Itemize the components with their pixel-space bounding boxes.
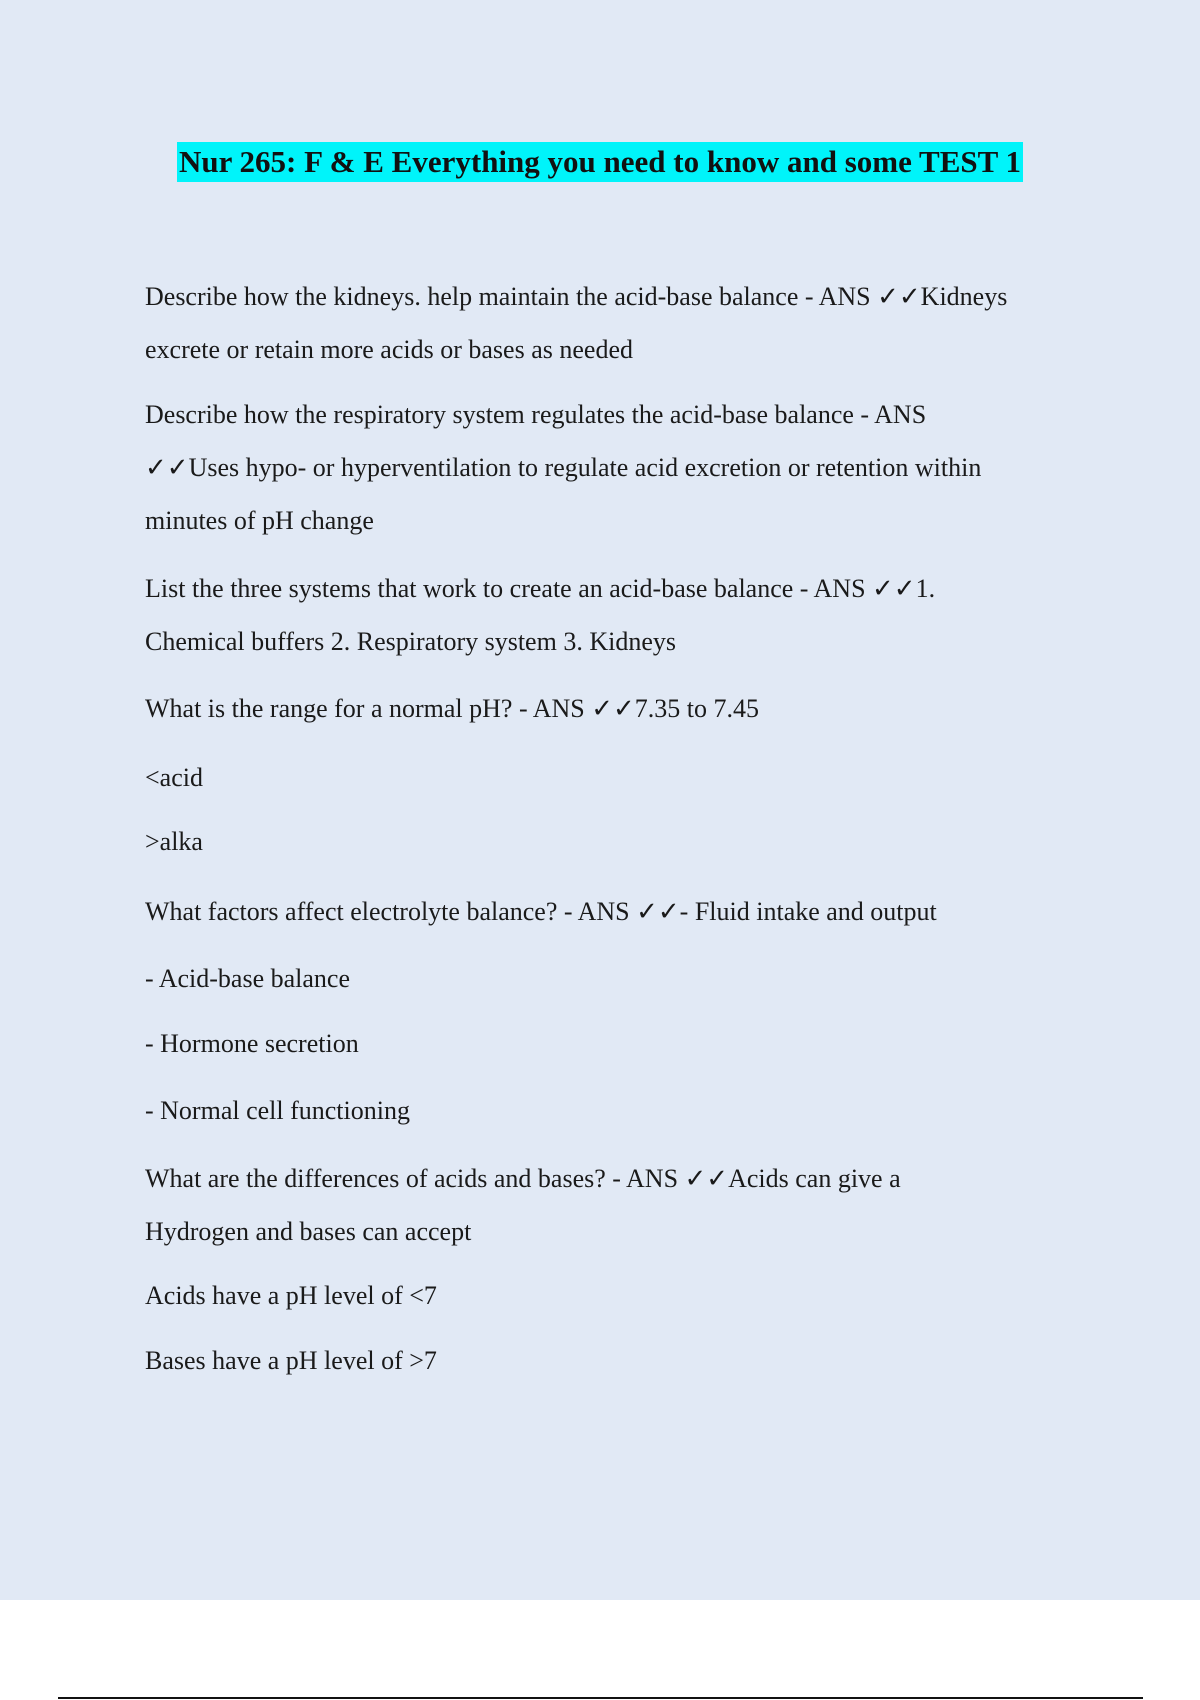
note-acid	[145, 751, 1105, 804]
qa-block-ph-range	[145, 682, 1105, 735]
note-acids-ph	[145, 1269, 1105, 1322]
qa-block-acids-bases	[145, 1152, 1105, 1258]
note-bases-ph	[145, 1334, 1105, 1387]
text-line: Acids have a pH level of <7	[145, 1281, 437, 1310]
text-line: What are the differences of acids and bases? - ANS ✓✓Acids can give a	[145, 1164, 901, 1193]
document-title: Nur 265: F & E Everything you need to know and some TEST 1	[177, 142, 1023, 182]
text-line: >alka	[145, 827, 203, 856]
qa-block-three-systems	[145, 562, 1105, 668]
text-line: Describe how the kidneys. help maintain the acid-base balance - ANS ✓✓Kidneys	[145, 282, 1008, 311]
factor-hormone	[145, 1017, 1105, 1070]
text-line: minutes of pH change	[145, 506, 374, 535]
text-line: - Normal cell functioning	[145, 1096, 410, 1125]
text-line: <acid	[145, 763, 203, 792]
text-line: excrete or retain more acids or bases as needed	[145, 335, 633, 364]
text-line: What factors affect electrolyte balance? - ANS ✓✓- Fluid intake and output	[145, 897, 937, 926]
text-line: List the three systems that work to create an acid-base balance - ANS ✓✓1.	[145, 574, 936, 603]
text-line: Chemical buffers 2. Respiratory system 3. Kidneys	[145, 627, 676, 656]
factor-cell-functioning	[145, 1084, 1105, 1137]
text-line: Bases have a pH level of >7	[145, 1346, 437, 1375]
qa-block-kidneys	[145, 270, 1105, 376]
qa-block-electrolytes	[145, 885, 1105, 938]
title-container	[0, 142, 1200, 182]
factor-acid-base	[145, 952, 1105, 1005]
footer-divider	[58, 1697, 1143, 1699]
text-line: - Acid-base balance	[145, 964, 351, 993]
text-line: Hydrogen and bases can accept	[145, 1217, 472, 1246]
text-line: - Hormone secretion	[145, 1029, 359, 1058]
qa-block-respiratory	[145, 388, 1105, 547]
text-line: Describe how the respiratory system regulates the acid-base balance - ANS	[145, 400, 927, 429]
note-alka	[145, 815, 1105, 868]
text-line: What is the range for a normal pH? - ANS ✓✓7.35 to 7.45	[145, 694, 759, 723]
text-line: ✓✓Uses hypo- or hyperventilation to regulate acid excretion or retention within	[145, 453, 982, 482]
